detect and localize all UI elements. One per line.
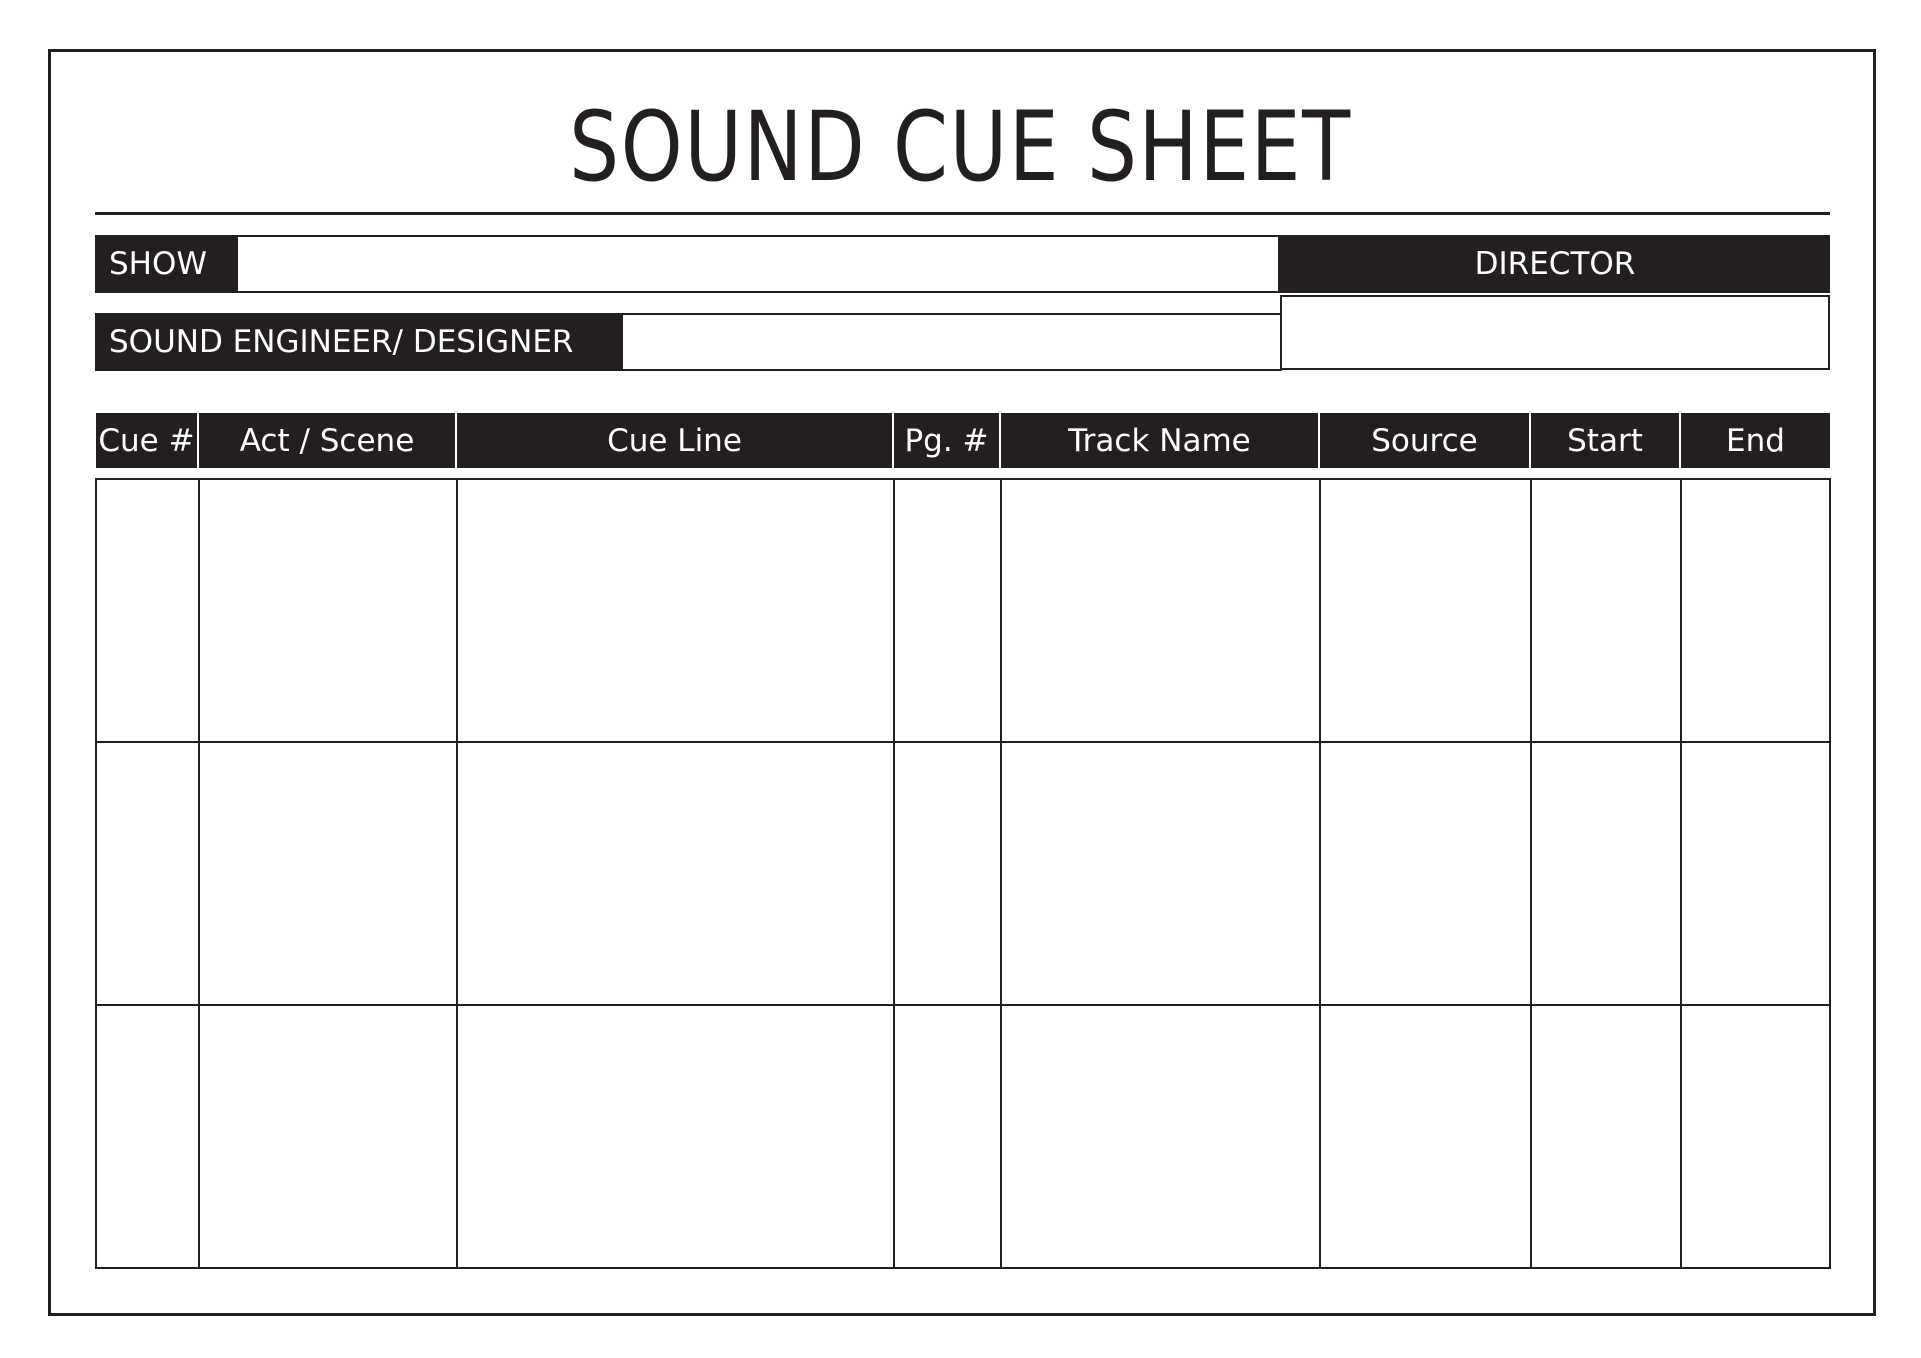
show-input[interactable]: [236, 235, 1280, 293]
column-header-start: Start: [1531, 413, 1681, 468]
start-cell[interactable]: [1532, 1006, 1682, 1267]
end-cell[interactable]: [1682, 480, 1829, 741]
act-scene-cell[interactable]: [200, 1006, 458, 1267]
column-header-cue-line: Cue Line: [457, 413, 894, 468]
source-cell[interactable]: [1321, 480, 1532, 741]
director-label: DIRECTOR: [1280, 235, 1830, 293]
column-header-cue-number: Cue #: [96, 413, 199, 468]
column-header-track-name: Track Name: [1001, 413, 1320, 468]
track-name-cell[interactable]: [1002, 1006, 1321, 1267]
show-label: SHOW: [95, 235, 237, 293]
source-cell[interactable]: [1321, 743, 1532, 1004]
act-scene-cell[interactable]: [200, 743, 458, 1004]
page-title: SOUND CUE SHEET: [569, 91, 1352, 203]
table-row: [97, 1006, 1829, 1267]
cue-line-cell[interactable]: [458, 1006, 895, 1267]
column-header-end: End: [1681, 413, 1830, 468]
table-header: [96, 413, 1830, 468]
director-input[interactable]: [1280, 295, 1830, 370]
start-cell[interactable]: [1532, 480, 1682, 741]
table-row: [97, 743, 1829, 1006]
cue-number-cell[interactable]: [97, 1006, 200, 1267]
column-header-act-scene: Act / Scene: [199, 413, 457, 468]
title-divider: [95, 212, 1830, 215]
cue-line-cell[interactable]: [458, 480, 895, 741]
table-row: [97, 480, 1829, 743]
start-cell[interactable]: [1532, 743, 1682, 1004]
cue-table: [95, 478, 1831, 1269]
cue-line-cell[interactable]: [458, 743, 895, 1004]
end-cell[interactable]: [1682, 1006, 1829, 1267]
cue-number-cell[interactable]: [97, 480, 200, 741]
source-cell[interactable]: [1321, 1006, 1532, 1267]
page-number-cell[interactable]: [895, 480, 1002, 741]
sound-engineer-label: SOUND ENGINEER/ DESIGNER: [95, 313, 622, 371]
page-number-cell[interactable]: [895, 1006, 1002, 1267]
column-header-page-number: Pg. #: [894, 413, 1001, 468]
act-scene-cell[interactable]: [200, 480, 458, 741]
cue-number-cell[interactable]: [97, 743, 200, 1004]
end-cell[interactable]: [1682, 743, 1829, 1004]
column-header-source: Source: [1320, 413, 1531, 468]
track-name-cell[interactable]: [1002, 743, 1321, 1004]
track-name-cell[interactable]: [1002, 480, 1321, 741]
page-number-cell[interactable]: [895, 743, 1002, 1004]
sound-engineer-input[interactable]: [621, 313, 1282, 371]
